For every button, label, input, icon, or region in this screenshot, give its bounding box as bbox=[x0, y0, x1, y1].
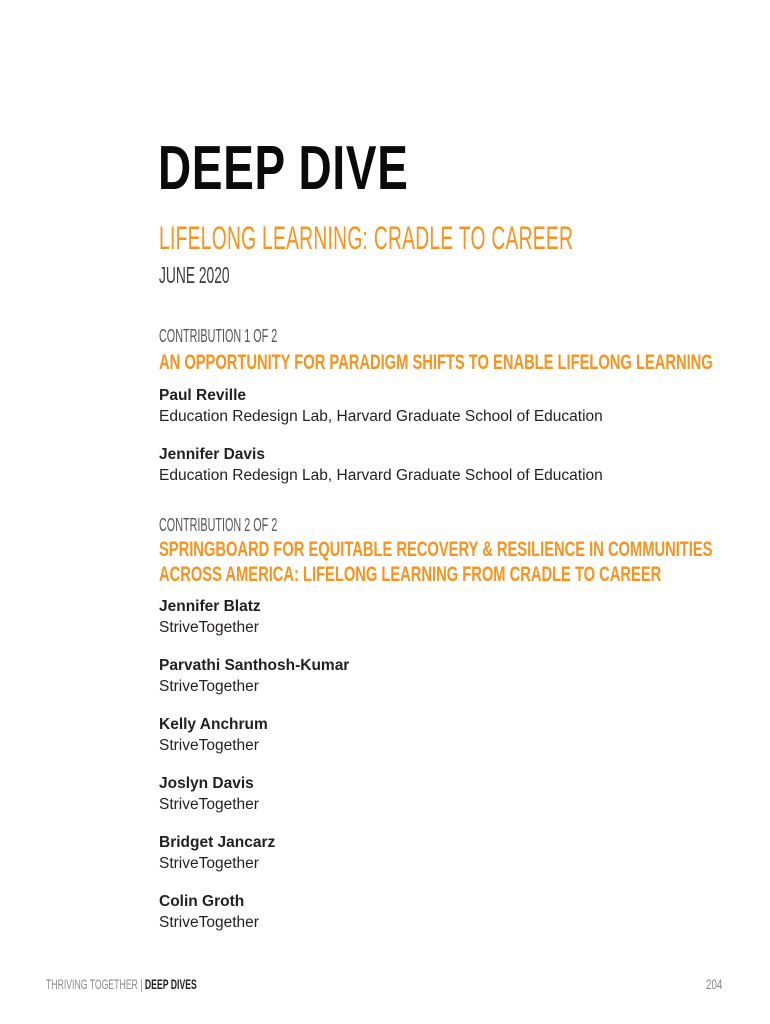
author-entry bbox=[159, 596, 261, 638]
author-entry bbox=[159, 773, 259, 815]
author-entry bbox=[159, 891, 259, 933]
author-entry bbox=[159, 714, 268, 756]
author-affiliation: StriveTogether bbox=[159, 737, 259, 754]
footer-series: THRIVING TOGETHER bbox=[46, 976, 138, 992]
page-number: 204 bbox=[706, 976, 723, 992]
author-entry bbox=[159, 385, 603, 427]
author-affiliation: StriveTogether bbox=[159, 796, 259, 813]
footer-running-title bbox=[46, 977, 197, 991]
author-affiliation: StriveTogether bbox=[159, 914, 259, 931]
author-name: Joslyn Davis bbox=[159, 775, 254, 792]
footer-section: DEEP DIVES bbox=[144, 976, 197, 992]
author-name: Paul Reville bbox=[159, 387, 247, 404]
author-name: Colin Groth bbox=[159, 893, 245, 910]
contribution-title: AN OPPORTUNITY FOR PARADIGM SHIFTS TO ENABLE LIFELONG LEARNING bbox=[159, 351, 713, 374]
author-affiliation: Education Redesign Lab, Harvard Graduate School of Education bbox=[159, 408, 603, 425]
author-entry bbox=[159, 444, 603, 486]
author-name: Kelly Anchrum bbox=[159, 716, 268, 733]
author-affiliation: Education Redesign Lab, Harvard Graduate School of Education bbox=[159, 467, 603, 484]
publication-date: JUNE 2020 bbox=[159, 262, 230, 288]
author-name: Jennifer Blatz bbox=[159, 598, 261, 615]
author-entry bbox=[159, 655, 349, 697]
contribution-label: CONTRIBUTION 1 OF 2 bbox=[159, 326, 278, 346]
author-affiliation: StriveTogether bbox=[159, 619, 259, 636]
author-name: Parvathi Santhosh-Kumar bbox=[159, 657, 350, 674]
contribution-title-line-2: ACROSS AMERICA: LIFELONG LEARNING FROM CRADLE TO CAREER bbox=[159, 563, 662, 586]
author-name: Jennifer Davis bbox=[159, 446, 265, 463]
footer-separator: | bbox=[137, 976, 145, 992]
author-entry bbox=[159, 832, 275, 874]
contribution-title-line-1: SPRINGBOARD FOR EQUITABLE RECOVERY & RESILIENCE IN COMMUNITIES bbox=[159, 538, 713, 561]
author-affiliation: StriveTogether bbox=[159, 855, 259, 872]
author-name: Bridget Jancarz bbox=[159, 834, 276, 851]
page-title: DEEP DIVE bbox=[158, 134, 409, 203]
contribution-label: CONTRIBUTION 2 OF 2 bbox=[159, 515, 278, 535]
author-affiliation: StriveTogether bbox=[159, 678, 259, 695]
page-subtitle: LIFELONG LEARNING: CRADLE TO CAREER bbox=[159, 220, 574, 256]
